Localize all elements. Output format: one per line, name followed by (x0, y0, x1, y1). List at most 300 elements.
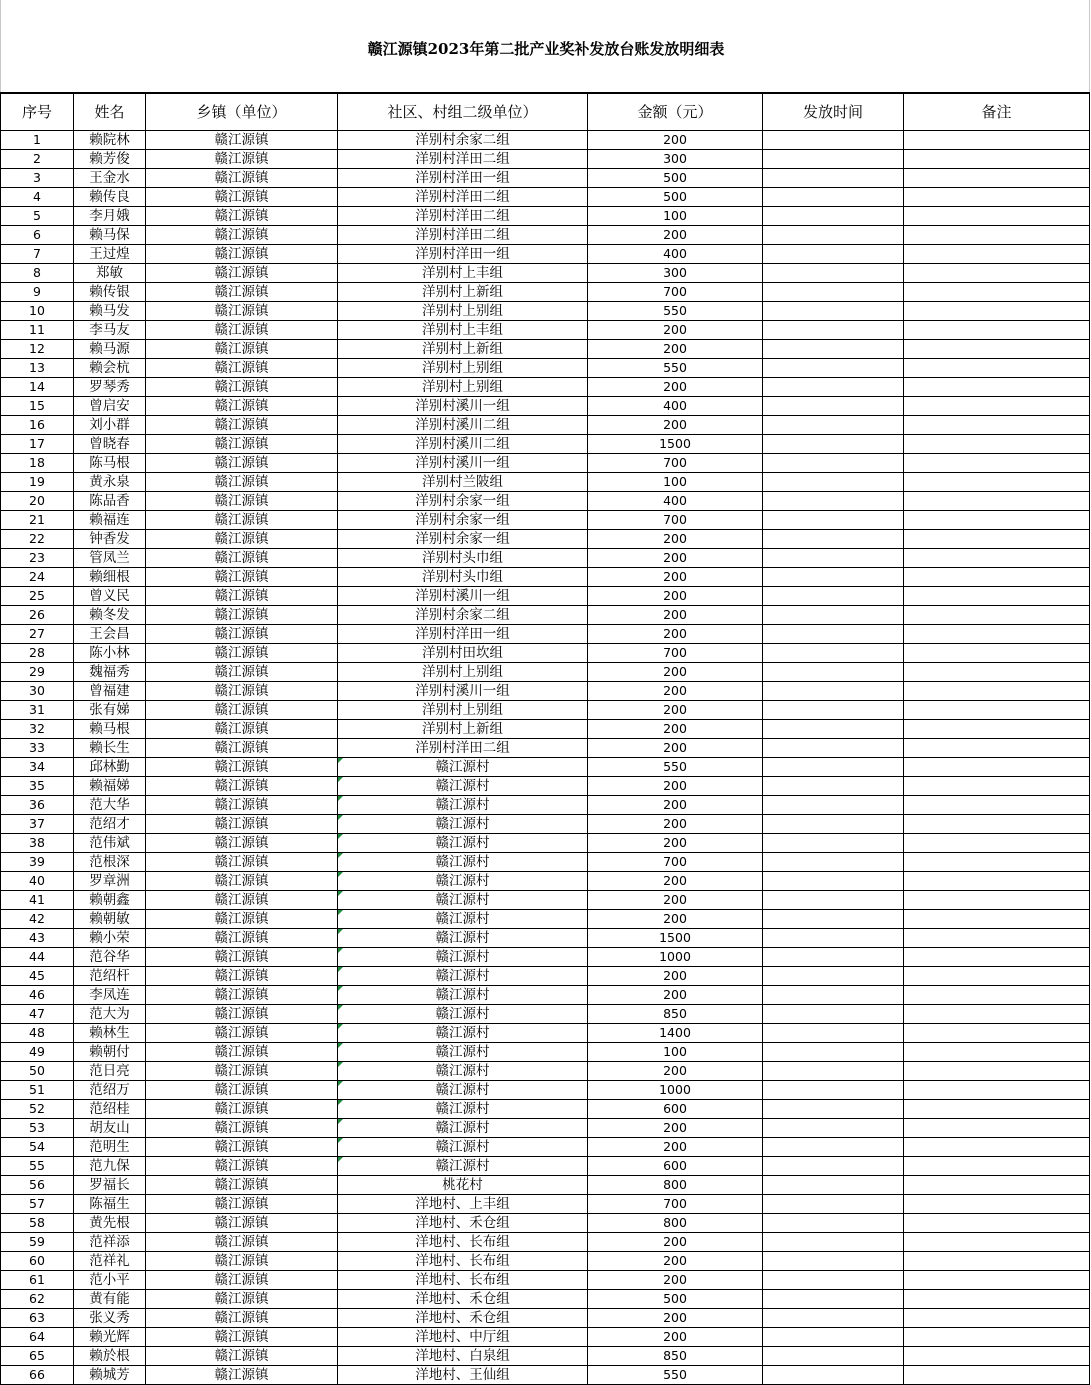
row-date-cell (763, 1005, 904, 1024)
row-town-cell: 赣江源镇 (146, 1366, 338, 1385)
row-amount-cell: 200 (588, 777, 763, 796)
row-amount-cell: 200 (588, 1062, 763, 1081)
row-name-cell: 曾义民 (74, 587, 146, 606)
row-date-cell (763, 435, 904, 454)
row-unit-cell: 洋别村上丰组 (338, 264, 588, 283)
row-date-cell (763, 1214, 904, 1233)
row-seq-cell: 46 (1, 986, 74, 1005)
row-town-cell: 赣江源镇 (146, 625, 338, 644)
row-seq-cell: 62 (1, 1290, 74, 1309)
table-row (1, 758, 1090, 777)
row-note-cell (904, 739, 1090, 758)
row-seq-cell: 34 (1, 758, 74, 777)
table-row (1, 986, 1090, 1005)
table-row (1, 1366, 1090, 1385)
row-amount-cell: 550 (588, 758, 763, 777)
table-row (1, 720, 1090, 739)
row-name-cell: 张有娣 (74, 701, 146, 720)
row-note-cell (904, 587, 1090, 606)
cell-marker-icon (338, 872, 343, 877)
cell-marker-icon (338, 986, 343, 991)
row-name-cell: 范小平 (74, 1271, 146, 1290)
row-seq-cell: 58 (1, 1214, 74, 1233)
row-seq-cell: 25 (1, 587, 74, 606)
row-date-cell (763, 169, 904, 188)
cell-marker-icon (338, 948, 343, 953)
row-date-cell (763, 872, 904, 891)
row-unit-cell: 洋别村溪川一组 (338, 397, 588, 416)
row-amount-cell: 200 (588, 1271, 763, 1290)
row-amount-cell: 700 (588, 511, 763, 530)
row-unit-cell: 洋地村、白泉组 (338, 1347, 588, 1366)
table-row (1, 264, 1090, 283)
row-note-cell (904, 397, 1090, 416)
row-town-cell: 赣江源镇 (146, 1176, 338, 1195)
table-row (1, 1271, 1090, 1290)
row-unit-cell: 洋地村、禾仓组 (338, 1290, 588, 1309)
row-date-cell (763, 492, 904, 511)
row-seq-cell: 5 (1, 207, 74, 226)
row-note-cell (904, 1062, 1090, 1081)
row-name-cell: 赖院林 (74, 131, 146, 150)
header-seq: 序号 (1, 93, 74, 131)
table-row (1, 226, 1090, 245)
row-date-cell (763, 739, 904, 758)
row-note-cell (904, 1328, 1090, 1347)
row-seq-cell: 49 (1, 1043, 74, 1062)
row-town-cell: 赣江源镇 (146, 302, 338, 321)
cell-marker-icon (338, 1138, 343, 1143)
row-date-cell (763, 891, 904, 910)
row-amount-cell: 100 (588, 207, 763, 226)
row-seq-cell: 63 (1, 1309, 74, 1328)
row-note-cell (904, 207, 1090, 226)
row-date-cell (763, 340, 904, 359)
row-town-cell: 赣江源镇 (146, 701, 338, 720)
table-row (1, 435, 1090, 454)
row-amount-cell: 200 (588, 606, 763, 625)
row-name-cell: 赖福连 (74, 511, 146, 530)
row-note-cell (904, 492, 1090, 511)
table-row (1, 1347, 1090, 1366)
row-town-cell: 赣江源镇 (146, 283, 338, 302)
row-town-cell: 赣江源镇 (146, 207, 338, 226)
row-date-cell (763, 1119, 904, 1138)
row-amount-cell: 500 (588, 169, 763, 188)
row-seq-cell: 29 (1, 663, 74, 682)
row-name-cell: 赖冬发 (74, 606, 146, 625)
row-town-cell: 赣江源镇 (146, 1309, 338, 1328)
row-town-cell: 赣江源镇 (146, 853, 338, 872)
row-unit-cell: 赣江源村 (338, 853, 588, 872)
row-amount-cell: 200 (588, 834, 763, 853)
row-amount-cell: 200 (588, 967, 763, 986)
row-name-cell: 赖林生 (74, 1024, 146, 1043)
row-town-cell: 赣江源镇 (146, 150, 338, 169)
row-name-cell: 赖小荣 (74, 929, 146, 948)
row-name-cell: 赖长生 (74, 739, 146, 758)
row-seq-cell: 20 (1, 492, 74, 511)
row-seq-cell: 48 (1, 1024, 74, 1043)
table-row (1, 397, 1090, 416)
row-seq-cell: 52 (1, 1100, 74, 1119)
table-row (1, 549, 1090, 568)
table-row (1, 815, 1090, 834)
row-date-cell (763, 188, 904, 207)
row-seq-cell: 11 (1, 321, 74, 340)
row-date-cell (763, 1024, 904, 1043)
row-note-cell (904, 511, 1090, 530)
cell-marker-icon (338, 1119, 343, 1124)
row-town-cell: 赣江源镇 (146, 511, 338, 530)
row-town-cell: 赣江源镇 (146, 1081, 338, 1100)
row-amount-cell: 1000 (588, 1081, 763, 1100)
row-note-cell (904, 986, 1090, 1005)
table-row (1, 796, 1090, 815)
row-name-cell: 范绍万 (74, 1081, 146, 1100)
row-town-cell: 赣江源镇 (146, 1024, 338, 1043)
row-unit-cell: 赣江源村 (338, 1062, 588, 1081)
row-note-cell (904, 435, 1090, 454)
table-row (1, 644, 1090, 663)
row-seq-cell: 60 (1, 1252, 74, 1271)
row-unit-cell: 洋地村、上丰组 (338, 1195, 588, 1214)
row-note-cell (904, 948, 1090, 967)
table-row (1, 359, 1090, 378)
row-town-cell: 赣江源镇 (146, 1157, 338, 1176)
row-unit-cell: 洋别村上别组 (338, 302, 588, 321)
row-amount-cell: 200 (588, 1233, 763, 1252)
row-amount-cell: 700 (588, 1195, 763, 1214)
row-name-cell: 范根深 (74, 853, 146, 872)
row-name-cell: 赖朝付 (74, 1043, 146, 1062)
table-row (1, 1100, 1090, 1119)
table-row (1, 739, 1090, 758)
table-row (1, 150, 1090, 169)
row-note-cell (904, 302, 1090, 321)
row-amount-cell: 200 (588, 1119, 763, 1138)
row-unit-cell: 洋别村头巾组 (338, 568, 588, 587)
table-row (1, 1024, 1090, 1043)
row-amount-cell: 850 (588, 1005, 763, 1024)
row-seq-cell: 6 (1, 226, 74, 245)
row-seq-cell: 44 (1, 948, 74, 967)
row-name-cell: 赖马根 (74, 720, 146, 739)
row-name-cell: 罗章洲 (74, 872, 146, 891)
row-town-cell: 赣江源镇 (146, 1195, 338, 1214)
row-name-cell: 范祥添 (74, 1233, 146, 1252)
row-date-cell (763, 986, 904, 1005)
row-town-cell: 赣江源镇 (146, 1214, 338, 1233)
row-unit-cell: 洋别村溪川一组 (338, 454, 588, 473)
row-seq-cell: 26 (1, 606, 74, 625)
row-town-cell: 赣江源镇 (146, 378, 338, 397)
row-amount-cell: 200 (588, 340, 763, 359)
cell-marker-icon (338, 967, 343, 972)
row-name-cell: 范祥礼 (74, 1252, 146, 1271)
row-unit-cell: 洋别村上丰组 (338, 321, 588, 340)
row-date-cell (763, 1233, 904, 1252)
row-amount-cell: 200 (588, 872, 763, 891)
row-name-cell: 赖於根 (74, 1347, 146, 1366)
row-date-cell (763, 378, 904, 397)
row-amount-cell: 400 (588, 397, 763, 416)
row-name-cell: 曾启安 (74, 397, 146, 416)
row-date-cell (763, 682, 904, 701)
cell-marker-icon (338, 891, 343, 896)
row-seq-cell: 3 (1, 169, 74, 188)
row-seq-cell: 30 (1, 682, 74, 701)
row-date-cell (763, 663, 904, 682)
row-name-cell: 赖传良 (74, 188, 146, 207)
row-name-cell: 赖会杭 (74, 359, 146, 378)
table-row (1, 1233, 1090, 1252)
row-town-cell: 赣江源镇 (146, 340, 338, 359)
cell-marker-icon (338, 1157, 343, 1162)
row-seq-cell: 2 (1, 150, 74, 169)
row-amount-cell: 200 (588, 1309, 763, 1328)
table-row (1, 568, 1090, 587)
row-seq-cell: 43 (1, 929, 74, 948)
row-note-cell (904, 1024, 1090, 1043)
row-name-cell: 陈品香 (74, 492, 146, 511)
row-note-cell (904, 1081, 1090, 1100)
row-town-cell: 赣江源镇 (146, 416, 338, 435)
row-name-cell: 曾福建 (74, 682, 146, 701)
row-seq-cell: 23 (1, 549, 74, 568)
row-note-cell (904, 758, 1090, 777)
row-town-cell: 赣江源镇 (146, 473, 338, 492)
row-seq-cell: 8 (1, 264, 74, 283)
row-unit-cell: 赣江源村 (338, 1119, 588, 1138)
row-town-cell: 赣江源镇 (146, 1100, 338, 1119)
row-town-cell: 赣江源镇 (146, 1062, 338, 1081)
row-name-cell: 范大为 (74, 1005, 146, 1024)
row-name-cell: 陈福生 (74, 1195, 146, 1214)
row-name-cell: 范谷华 (74, 948, 146, 967)
row-name-cell: 陈马根 (74, 454, 146, 473)
row-name-cell: 赖福娣 (74, 777, 146, 796)
row-seq-cell: 59 (1, 1233, 74, 1252)
row-town-cell: 赣江源镇 (146, 1138, 338, 1157)
cell-marker-icon (338, 1005, 343, 1010)
row-amount-cell: 200 (588, 625, 763, 644)
row-town-cell: 赣江源镇 (146, 720, 338, 739)
row-date-cell (763, 1138, 904, 1157)
row-date-cell (763, 1157, 904, 1176)
row-amount-cell: 200 (588, 739, 763, 758)
row-seq-cell: 27 (1, 625, 74, 644)
row-town-cell: 赣江源镇 (146, 568, 338, 587)
row-unit-cell: 赣江源村 (338, 1024, 588, 1043)
row-town-cell: 赣江源镇 (146, 815, 338, 834)
row-name-cell: 黄永泉 (74, 473, 146, 492)
row-amount-cell: 400 (588, 492, 763, 511)
cell-marker-icon (338, 929, 343, 934)
table-row (1, 682, 1090, 701)
row-unit-cell: 赣江源村 (338, 758, 588, 777)
row-name-cell: 黄有能 (74, 1290, 146, 1309)
row-date-cell (763, 283, 904, 302)
row-unit-cell: 洋别村洋田二组 (338, 207, 588, 226)
table-row (1, 1195, 1090, 1214)
row-date-cell (763, 1309, 904, 1328)
row-seq-cell: 36 (1, 796, 74, 815)
row-seq-cell: 10 (1, 302, 74, 321)
table-row (1, 587, 1090, 606)
row-amount-cell: 550 (588, 1366, 763, 1385)
row-date-cell (763, 150, 904, 169)
row-name-cell: 陈小林 (74, 644, 146, 663)
row-town-cell: 赣江源镇 (146, 606, 338, 625)
row-unit-cell: 桃花村 (338, 1176, 588, 1195)
header-row (1, 93, 1090, 131)
row-name-cell: 罗琴秀 (74, 378, 146, 397)
row-date-cell (763, 796, 904, 815)
row-town-cell: 赣江源镇 (146, 226, 338, 245)
row-seq-cell: 19 (1, 473, 74, 492)
row-unit-cell: 洋别村溪川二组 (338, 435, 588, 454)
row-unit-cell: 赣江源村 (338, 891, 588, 910)
row-amount-cell: 200 (588, 226, 763, 245)
cell-marker-icon (338, 815, 343, 820)
row-name-cell: 范伟斌 (74, 834, 146, 853)
row-town-cell: 赣江源镇 (146, 644, 338, 663)
header-town: 乡镇（单位） (146, 93, 338, 131)
row-town-cell: 赣江源镇 (146, 777, 338, 796)
row-note-cell (904, 1005, 1090, 1024)
row-amount-cell: 200 (588, 378, 763, 397)
row-amount-cell: 700 (588, 853, 763, 872)
row-amount-cell: 700 (588, 644, 763, 663)
cell-marker-icon (338, 777, 343, 782)
row-town-cell: 赣江源镇 (146, 587, 338, 606)
row-town-cell: 赣江源镇 (146, 530, 338, 549)
row-date-cell (763, 264, 904, 283)
table-row (1, 302, 1090, 321)
row-amount-cell: 700 (588, 283, 763, 302)
row-seq-cell: 45 (1, 967, 74, 986)
row-seq-cell: 18 (1, 454, 74, 473)
row-unit-cell: 洋别村余家二组 (338, 606, 588, 625)
row-town-cell: 赣江源镇 (146, 549, 338, 568)
row-unit-cell: 赣江源村 (338, 1005, 588, 1024)
row-amount-cell: 800 (588, 1176, 763, 1195)
row-amount-cell: 200 (588, 416, 763, 435)
row-amount-cell: 600 (588, 1157, 763, 1176)
row-date-cell (763, 587, 904, 606)
cell-marker-icon (338, 796, 343, 801)
row-date-cell (763, 397, 904, 416)
row-amount-cell: 1500 (588, 435, 763, 454)
row-date-cell (763, 777, 904, 796)
row-date-cell (763, 1290, 904, 1309)
row-note-cell (904, 663, 1090, 682)
row-unit-cell: 洋别村余家一组 (338, 492, 588, 511)
row-amount-cell: 550 (588, 302, 763, 321)
header-amount: 金额（元） (588, 93, 763, 131)
row-seq-cell: 66 (1, 1366, 74, 1385)
row-note-cell (904, 378, 1090, 397)
row-town-cell: 赣江源镇 (146, 1005, 338, 1024)
row-town-cell: 赣江源镇 (146, 131, 338, 150)
table-body (1, 131, 1090, 1385)
row-note-cell (904, 1347, 1090, 1366)
row-seq-cell: 21 (1, 511, 74, 530)
header-note: 备注 (904, 93, 1090, 131)
row-seq-cell: 31 (1, 701, 74, 720)
row-seq-cell: 35 (1, 777, 74, 796)
row-town-cell: 赣江源镇 (146, 929, 338, 948)
row-date-cell (763, 1252, 904, 1271)
row-unit-cell: 洋别村溪川二组 (338, 416, 588, 435)
row-amount-cell: 100 (588, 473, 763, 492)
table-row (1, 1328, 1090, 1347)
row-date-cell (763, 207, 904, 226)
row-date-cell (763, 948, 904, 967)
row-amount-cell: 200 (588, 530, 763, 549)
row-seq-cell: 64 (1, 1328, 74, 1347)
table-row (1, 872, 1090, 891)
cell-marker-icon (338, 1062, 343, 1067)
row-unit-cell: 洋别村洋田一组 (338, 169, 588, 188)
row-amount-cell: 300 (588, 150, 763, 169)
row-amount-cell: 300 (588, 264, 763, 283)
row-town-cell: 赣江源镇 (146, 1043, 338, 1062)
row-note-cell (904, 1043, 1090, 1062)
row-unit-cell: 洋别村兰陂组 (338, 473, 588, 492)
row-seq-cell: 32 (1, 720, 74, 739)
table-row (1, 853, 1090, 872)
table-row (1, 1157, 1090, 1176)
row-amount-cell: 700 (588, 454, 763, 473)
row-name-cell: 赖朝鑫 (74, 891, 146, 910)
row-seq-cell: 12 (1, 340, 74, 359)
row-amount-cell: 850 (588, 1347, 763, 1366)
row-seq-cell: 53 (1, 1119, 74, 1138)
row-unit-cell: 洋别村溪川一组 (338, 682, 588, 701)
row-name-cell: 范九保 (74, 1157, 146, 1176)
row-seq-cell: 39 (1, 853, 74, 872)
row-unit-cell: 洋地村、禾仓组 (338, 1309, 588, 1328)
row-unit-cell: 赣江源村 (338, 1157, 588, 1176)
row-seq-cell: 61 (1, 1271, 74, 1290)
row-seq-cell: 51 (1, 1081, 74, 1100)
row-date-cell (763, 606, 904, 625)
row-name-cell: 黄先根 (74, 1214, 146, 1233)
row-date-cell (763, 131, 904, 150)
row-unit-cell: 洋别村上别组 (338, 359, 588, 378)
row-unit-cell: 赣江源村 (338, 986, 588, 1005)
row-town-cell: 赣江源镇 (146, 967, 338, 986)
row-date-cell (763, 568, 904, 587)
table-row (1, 701, 1090, 720)
row-unit-cell: 洋别村头巾组 (338, 549, 588, 568)
header-name: 姓名 (74, 93, 146, 131)
row-town-cell: 赣江源镇 (146, 1233, 338, 1252)
table-row (1, 777, 1090, 796)
row-unit-cell: 洋别村上新组 (338, 283, 588, 302)
row-seq-cell: 4 (1, 188, 74, 207)
row-date-cell (763, 226, 904, 245)
row-note-cell (904, 150, 1090, 169)
row-seq-cell: 14 (1, 378, 74, 397)
row-date-cell (763, 853, 904, 872)
row-date-cell (763, 1043, 904, 1062)
row-note-cell (904, 777, 1090, 796)
row-note-cell (904, 340, 1090, 359)
row-name-cell: 赖传银 (74, 283, 146, 302)
